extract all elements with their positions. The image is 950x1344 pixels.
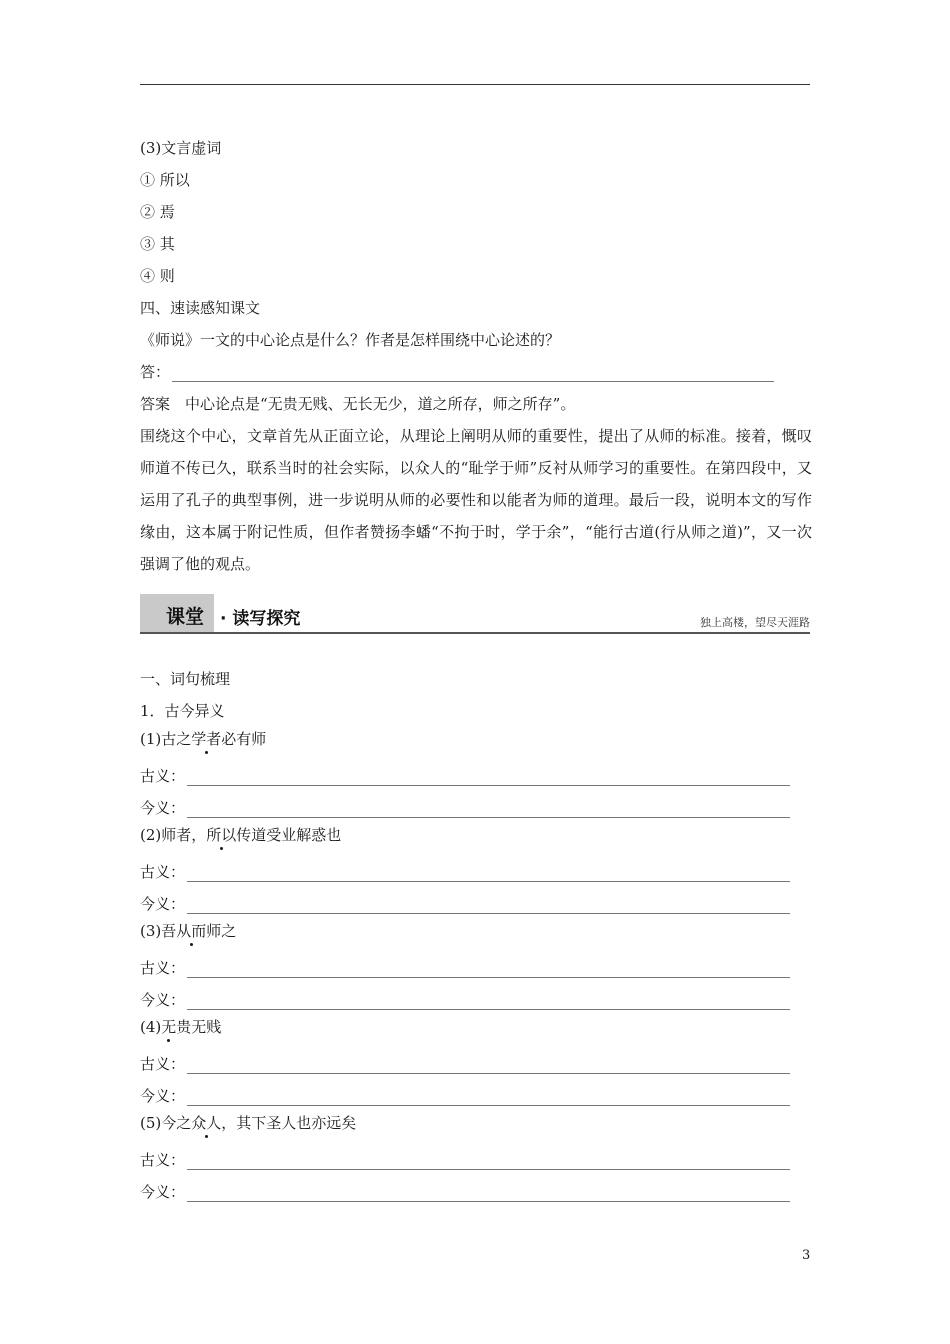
gu-yi-blank[interactable] xyxy=(187,1155,790,1170)
jin-yi-row xyxy=(140,894,790,914)
emphasis-word: 众人 xyxy=(191,1114,222,1132)
gu-yi-label: 古义： xyxy=(140,767,186,785)
jin-yi-blank[interactable] xyxy=(187,803,790,818)
xuci-item: ② 焉 xyxy=(140,203,175,221)
answer-label: 答： xyxy=(140,363,171,381)
gu-yi-label: 古义： xyxy=(140,959,186,977)
section-banner xyxy=(140,594,810,634)
gu-yi-row xyxy=(140,1150,790,1170)
item-heading: 1．古今异义 xyxy=(140,702,225,720)
gu-yi-row xyxy=(140,766,790,786)
exercise-sentence: (1)古之学者必有师 xyxy=(140,730,267,748)
exercise-sentence: (5)今之众人，其下圣人也亦远矣 xyxy=(140,1114,357,1132)
banner-rule xyxy=(140,632,810,634)
jin-yi-row xyxy=(140,798,790,818)
banner-subtitle: · 读写探究 xyxy=(220,609,301,629)
gu-yi-blank[interactable] xyxy=(187,771,790,786)
exercise-sentence: (2)师者，所以传道受业解惑也 xyxy=(140,826,342,844)
jin-yi-row xyxy=(140,1086,790,1106)
jin-yi-label: 今义： xyxy=(140,1183,186,1201)
gu-yi-label: 古义： xyxy=(140,863,186,881)
jin-yi-row xyxy=(140,990,790,1010)
gu-yi-row xyxy=(140,862,790,882)
gu-yi-blank[interactable] xyxy=(187,963,790,978)
xuci-item: ③ 其 xyxy=(140,235,175,253)
jin-yi-blank[interactable] xyxy=(187,1091,790,1106)
jin-yi-row xyxy=(140,1182,790,1202)
gu-yi-label: 古义： xyxy=(140,1055,186,1073)
emphasis-word: 无 xyxy=(161,1018,177,1036)
jin-yi-blank[interactable] xyxy=(187,899,790,914)
banner-title: 课堂 xyxy=(166,606,205,628)
header-rule xyxy=(140,84,810,85)
xuci-item: ④ 则 xyxy=(140,267,175,285)
gu-yi-label: 古义： xyxy=(140,1151,186,1169)
gu-yi-blank[interactable] xyxy=(187,1059,790,1074)
jin-yi-blank[interactable] xyxy=(187,995,790,1010)
part-heading: 一、词句梳理 xyxy=(140,670,231,688)
answer-paragraph: 围绕这个中心，文章首先从正面立论，从理论上阐明从师的重要性，提出了从师的标准。接着，慨叹师道不传已久，联系当时的社会实际，以众人的“耻学于师”反衬从师学习的重要性。在第四段中，又运用了孔子的典型事例，进一步说明从师的必要性和以能者为师的道理。最后一段，说明本文的写作缘由，这本属于附记性质，但作者赞扬李蟠“不拘于时，学于余”，“能行古道(行从师之道)”，又一次强调了他的观点。 xyxy=(140,427,812,573)
emphasis-word: 从而 xyxy=(176,922,207,940)
gu-yi-row xyxy=(140,958,790,978)
question-text: 《师说》一文的中心论点是什么？作者是怎样围绕中心论述的？ xyxy=(140,331,561,349)
emphasis-word: 学者 xyxy=(191,730,222,748)
jin-yi-label: 今义： xyxy=(140,1087,186,1105)
section-heading-reading: 四、速读感知课文 xyxy=(140,299,261,317)
jin-yi-label: 今义： xyxy=(140,799,186,817)
section-heading-xuci: (3)文言虚词 xyxy=(140,139,222,157)
jin-yi-label: 今义： xyxy=(140,895,186,913)
banner-slogan: 独上高楼，望尽天涯路 xyxy=(700,616,810,629)
answer-blank[interactable] xyxy=(172,367,774,382)
exercise-sentence: (4)无贵无贱 xyxy=(140,1018,222,1036)
answer-row xyxy=(140,362,774,382)
jin-yi-blank[interactable] xyxy=(187,1187,790,1202)
jin-yi-label: 今义： xyxy=(140,991,186,1009)
answer-summary: 答案 中心论点是“无贵无贱、无长无少，道之所存，师之所存”。 xyxy=(140,395,576,413)
exercise-sentence: (3)吾从而师之 xyxy=(140,922,237,940)
page-number: 3 xyxy=(802,1248,811,1263)
gu-yi-blank[interactable] xyxy=(187,867,790,882)
xuci-item: ① 所以 xyxy=(140,171,190,189)
gu-yi-row xyxy=(140,1054,790,1074)
emphasis-word: 所以 xyxy=(206,826,237,844)
